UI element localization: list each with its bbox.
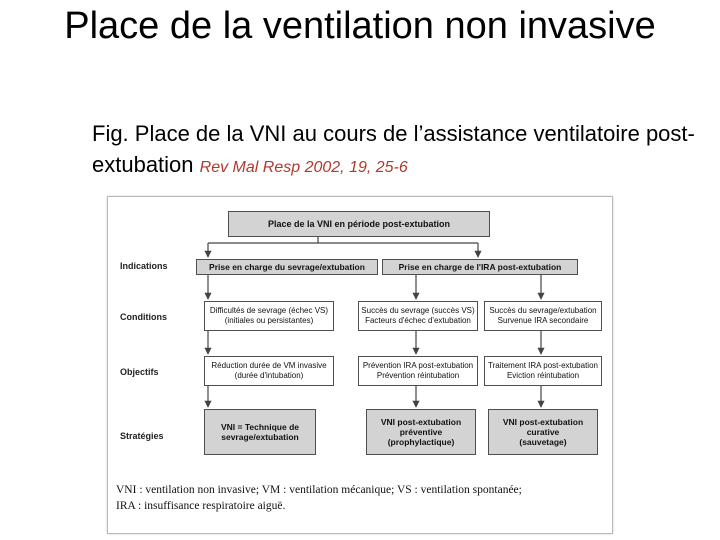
row-label-strategies: Stratégies: [120, 431, 164, 441]
strategy-box-3: [488, 409, 598, 455]
objectif-box-2: [358, 356, 478, 386]
objectif-box-1: [204, 356, 334, 386]
caption-text: Fig. Place de la VNI au cours de l’assistance ventilatoire post-extubation: [92, 121, 695, 177]
row-label-objectifs: Objectifs: [120, 367, 159, 377]
condition-1-line-1: Difficultés de sevrage (échec VS): [209, 306, 329, 315]
condition-2-line-2: Facteurs d'échec d'extubation: [365, 316, 471, 325]
objectif-2-line-2: Prévention réintubation: [376, 371, 460, 380]
legend-line-1: VNI : ventilation non invasive; VM : ventilation mécanique; VS : ventilation spontanée;: [116, 484, 522, 496]
objectif-box-3: [484, 356, 602, 386]
strategy-box-1: [204, 409, 316, 455]
condition-3-line-1: Succès du sevrage/extubation: [489, 306, 597, 315]
indication-sevrage-text: Prise en charge du sevrage/extubation: [209, 262, 365, 272]
row-label-conditions: Conditions: [120, 312, 167, 322]
indication-ira-box: [382, 259, 578, 275]
strategy-box-2: [366, 409, 476, 455]
flow-diagram: [107, 196, 613, 534]
header-text: Place de la VNI en période post-extubation: [267, 219, 451, 229]
objectif-3-line-1: Traitement IRA post-extubation: [488, 361, 598, 370]
strategy-2-line-3: (prophylactique): [387, 437, 455, 447]
indication-sevrage-box: [196, 259, 378, 275]
abbreviation-legend: [116, 482, 606, 514]
caption-reference: Rev Mal Resp 2002, 19, 25-6: [199, 159, 408, 176]
condition-box-1: [204, 301, 334, 331]
condition-1-line-2: (initiales ou persistantes): [224, 316, 314, 325]
strategy-2-line-1: VNI post-extubation: [380, 417, 462, 427]
indication-ira-text: Prise en charge de l'IRA post-extubation: [398, 262, 562, 272]
objectif-1-line-2: (durée d'intubation): [234, 371, 304, 380]
condition-3-line-2: Survenue IRA secondaire: [497, 316, 589, 325]
legend-line-2: IRA : insuffisance respiratoire aiguë.: [116, 500, 286, 512]
strategy-3-line-1: VNI post-extubation: [502, 417, 584, 427]
strategy-1-line-2: sevrage/extubation: [221, 432, 299, 442]
strategy-3-line-3: (sauvetage): [519, 437, 567, 447]
objectif-2-line-1: Prévention IRA post-extubation: [362, 361, 474, 370]
header-box: [228, 211, 490, 237]
strategy-2-line-2: préventive: [399, 427, 443, 437]
strategy-3-line-2: curative: [526, 427, 560, 437]
slide-title: Place de la ventilation non invasive: [64, 5, 656, 47]
figure-caption: [92, 118, 712, 183]
objectif-3-line-2: Eviction réintubation: [506, 371, 580, 380]
objectif-1-line-1: Réduction durée de VM invasive: [211, 361, 327, 370]
row-label-indications: Indications: [120, 261, 168, 271]
condition-box-2: [358, 301, 478, 331]
condition-2-line-1: Succès du sevrage (succès VS): [361, 306, 475, 315]
condition-box-3: [484, 301, 602, 331]
strategy-1-line-1: VNI = Technique de: [220, 422, 299, 432]
